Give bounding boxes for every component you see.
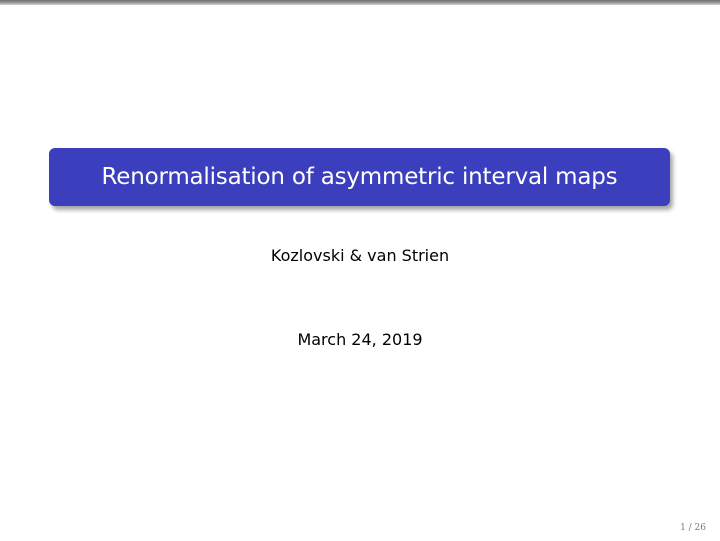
page-number: 1 / 26 <box>680 523 706 533</box>
top-divider-bar <box>0 0 720 5</box>
slide-title: Renormalisation of asymmetric interval maps <box>101 164 618 190</box>
title-box <box>49 148 670 206</box>
author-line: Kozlovski & van Strien <box>270 246 450 265</box>
date-line: March 24, 2019 <box>297 330 423 349</box>
